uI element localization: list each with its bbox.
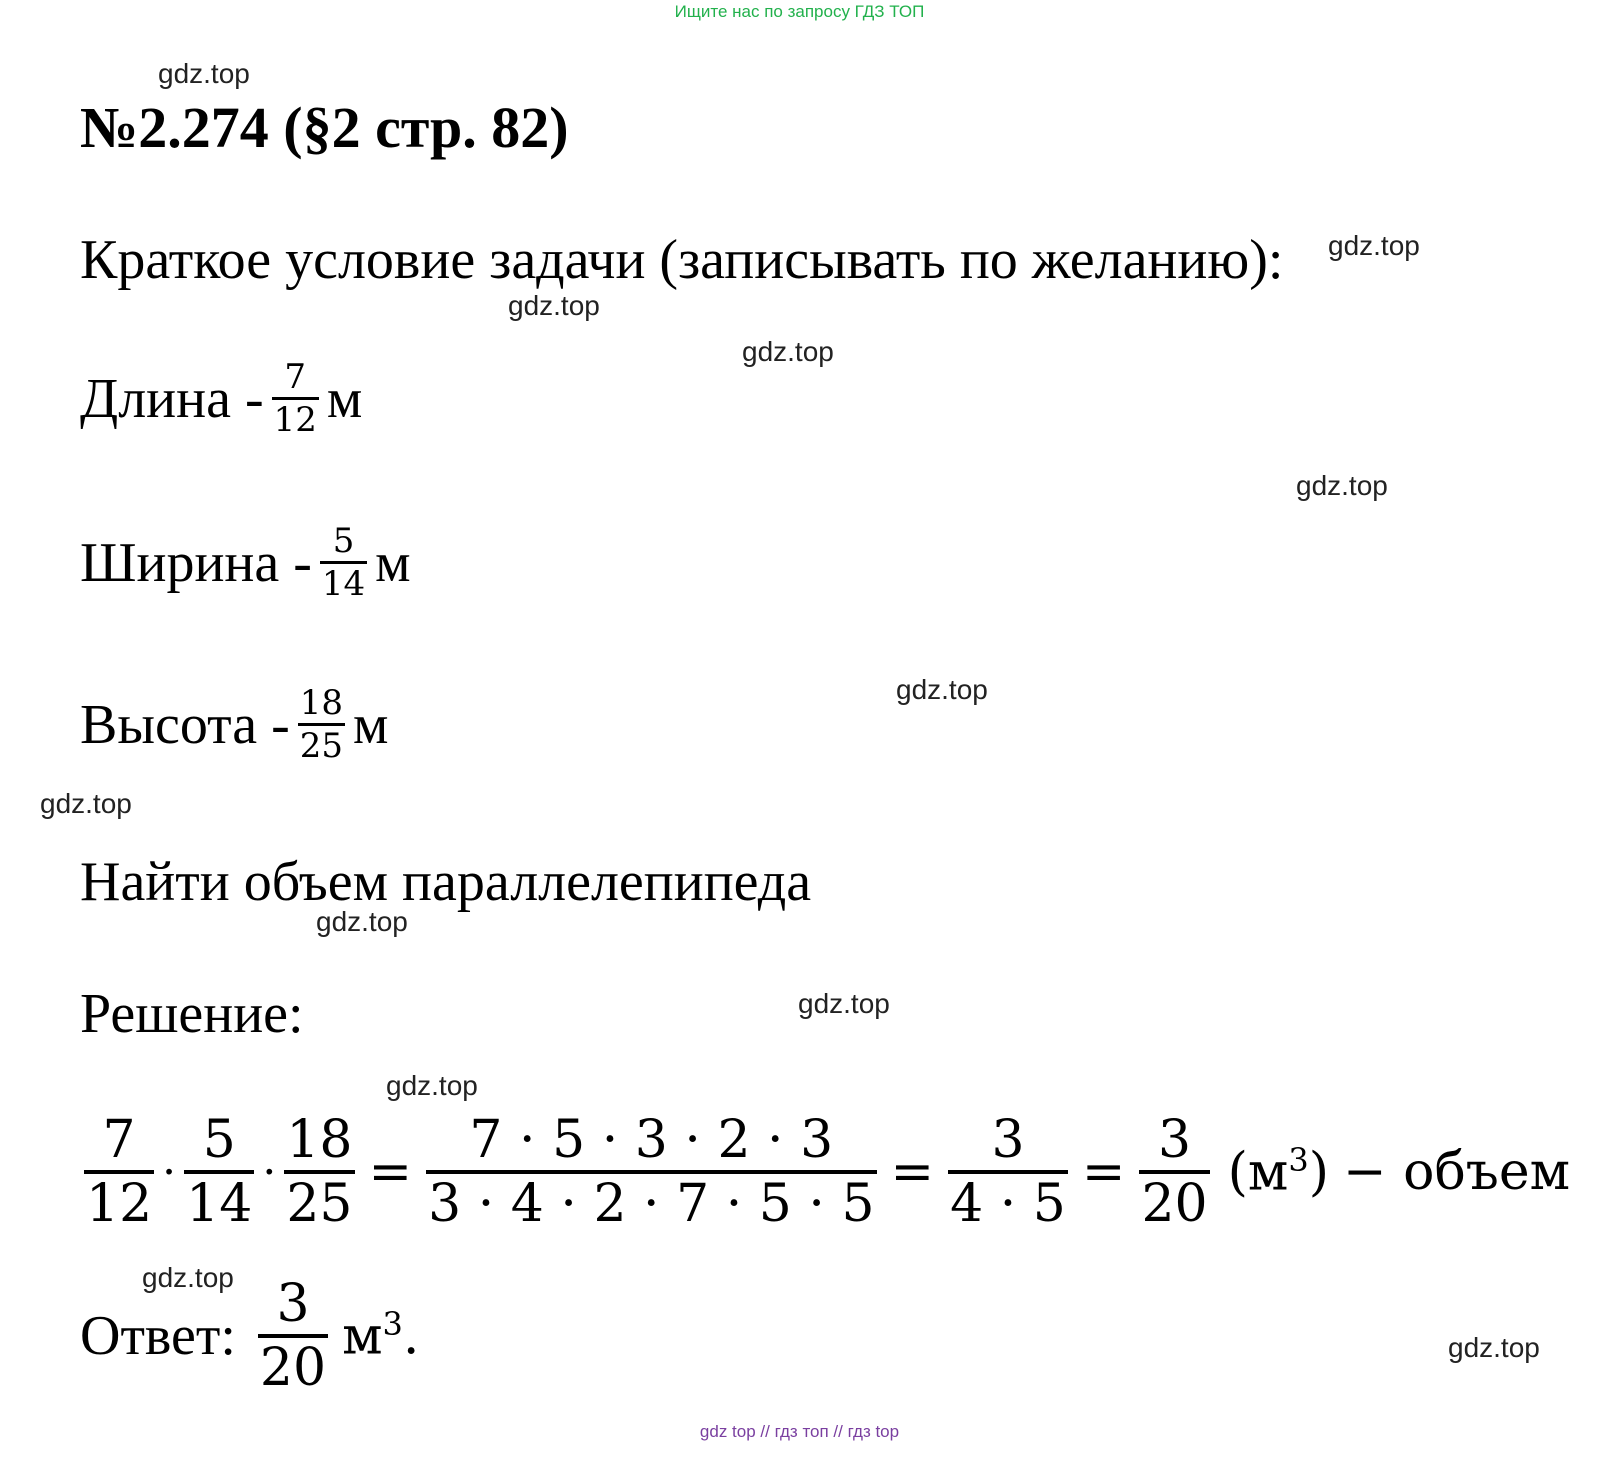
length-line	[80, 357, 363, 440]
watermark: gdz.top	[386, 1070, 478, 1101]
fraction-denominator: 4 · 5	[950, 1174, 1066, 1234]
answer-fraction	[258, 1274, 328, 1398]
solution-label: Решение:	[80, 983, 304, 1045]
unit-text: (м	[1227, 1142, 1289, 1203]
fraction-numerator: 3	[1158, 1110, 1192, 1170]
solution-formula	[80, 1110, 1571, 1234]
unit-exponent: 3	[1288, 1141, 1309, 1180]
fraction-result	[1139, 1110, 1209, 1234]
result-tail: − объем	[1343, 1142, 1571, 1202]
height-unit: м	[353, 693, 389, 756]
width-fraction	[320, 521, 367, 604]
fraction-numerator: 7 · 5 · 3 · 2 · 3	[469, 1110, 834, 1170]
length-unit: м	[326, 367, 363, 430]
fraction-denominator: 20	[259, 1338, 327, 1398]
fraction-numerator: 18	[299, 683, 344, 723]
fraction-width	[184, 1110, 254, 1234]
fraction-length	[84, 1110, 154, 1234]
watermark: gdz.top	[896, 674, 988, 705]
watermark: gdz.top	[508, 290, 600, 321]
length-label: Длина -	[80, 367, 264, 430]
watermark: gdz.top	[1296, 470, 1388, 501]
fraction-numerator: 5	[202, 1110, 236, 1170]
multiply-dot: ·	[262, 1146, 277, 1198]
unit-text: м	[342, 1306, 383, 1367]
watermark: gdz.top	[798, 988, 890, 1019]
watermark: gdz.top	[1448, 1332, 1540, 1363]
answer-end: .	[402, 1306, 420, 1367]
watermark: gdz.top	[142, 1262, 234, 1293]
unit-exponent: 3	[382, 1305, 403, 1344]
footer-links[interactable]: gdz top // гдз топ // гдз top	[699, 1422, 900, 1441]
condition-label: Краткое условие задачи (записывать по желанию):	[80, 229, 1284, 291]
fraction-numerator: 18	[286, 1110, 353, 1170]
watermark: gdz.top	[316, 906, 408, 937]
fraction-height	[284, 1110, 354, 1234]
height-line	[80, 683, 389, 766]
watermark: gdz.top	[1328, 230, 1420, 261]
equals-sign: =	[1081, 1142, 1126, 1202]
width-line	[80, 521, 411, 604]
fraction-denominator: 14	[186, 1174, 253, 1234]
fraction-reduced	[948, 1110, 1068, 1234]
fraction-denominator: 12	[273, 400, 317, 440]
fraction-denominator: 20	[1141, 1174, 1208, 1234]
length-fraction	[272, 357, 319, 440]
answer-label: Ответ:	[80, 1305, 236, 1367]
fraction-numerator: 5	[332, 521, 355, 561]
fraction-denominator: 3 · 4 · 2 · 7 · 5 · 5	[428, 1174, 875, 1234]
fraction-denominator: 25	[299, 726, 344, 766]
fraction-numerator: 3	[991, 1110, 1025, 1170]
result-unit	[1228, 1141, 1329, 1202]
top-banner[interactable]: Ищите нас по запросу ГДЗ ТОП	[674, 2, 925, 21]
fraction-numerator: 7	[284, 357, 307, 397]
task-title: №2.274 (§2 стр. 82)	[80, 95, 569, 160]
fraction-factored	[426, 1110, 876, 1234]
watermark: gdz.top	[158, 58, 250, 89]
height-fraction	[298, 683, 345, 766]
height-label: Высота -	[80, 693, 290, 756]
equals-sign: =	[890, 1142, 935, 1202]
multiply-dot: ·	[162, 1146, 177, 1198]
fraction-denominator: 25	[286, 1174, 353, 1234]
watermark: gdz.top	[742, 336, 834, 367]
fraction-numerator: 7	[102, 1110, 136, 1170]
fraction-denominator: 14	[321, 564, 366, 604]
width-unit: м	[375, 531, 411, 594]
width-label: Ширина -	[80, 531, 312, 594]
equals-sign: =	[368, 1142, 413, 1202]
watermark: gdz.top	[40, 788, 132, 819]
find-statement: Найти объем параллелепипеда	[80, 851, 812, 913]
answer-unit	[342, 1305, 419, 1366]
fraction-denominator: 12	[86, 1174, 153, 1234]
unit-close: )	[1308, 1142, 1330, 1203]
fraction-numerator: 3	[276, 1274, 310, 1334]
